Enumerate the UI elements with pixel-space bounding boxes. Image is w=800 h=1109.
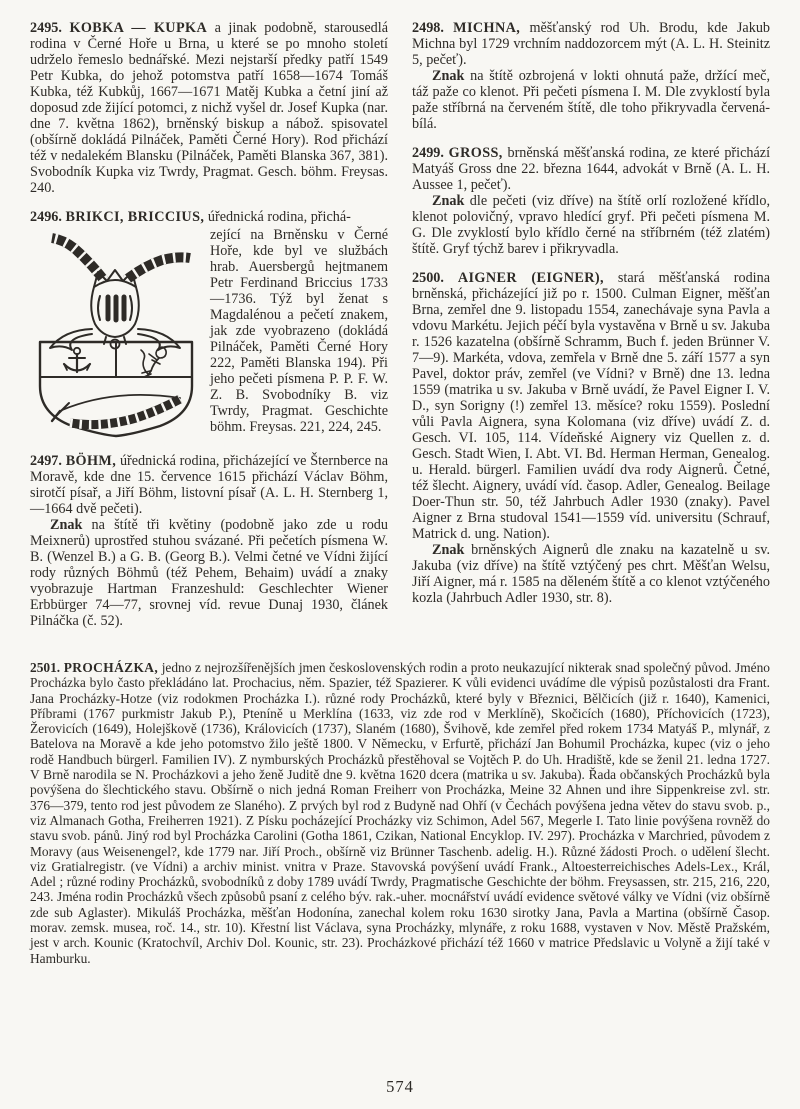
right-column [412, 20, 770, 642]
entry-body: zející na Brněnsku v Černé Hoře, kde byl ve službách hrab. Auersbergů hejtmanem Petr Ferdinand Briccius 1733—1736. Týž byl ženat s Magdalénou a pečetí znakem, jak zde vyobrazeno (dokládá Pilnáček, Paměti Černé Hory 222, Paměti Blanska 194). Při jeho pečeti písmena P. P. F. W. Z. B. Svobodníky B. viz Twrdy, Pragmat. Geschichte böhm. Freysas. 221, 224, 245. [210, 227, 388, 435]
znak-text: brněnských Aignerů dle znaku na kazatelně u sv. Jakuba (viz dříve) na štítě vztýčený pes chrt. Měšťan Welsu, Jiří Aigner, má r. 1585 na děleném štítě a co klenot vztýčeného kozla (Jahrbuch Adler 1930, str. 8). [412, 542, 770, 606]
entry-title: BÖHM, [65, 453, 117, 469]
znak-lead: Znak [432, 542, 465, 558]
entry-title: MICHNA, [453, 20, 521, 36]
entry-paragraph [412, 20, 770, 68]
entry-number: 2501. [30, 660, 61, 675]
entry-paragraph [30, 209, 388, 225]
znak-paragraph [412, 68, 770, 132]
entry-body: stará měšťanská rodina brněnská, přicházející již po r. 1500. Culman Eigner, měšťan Brna, zemřel dne 9. listopadu 1554, zanechávaje syna Pavla a vdovu Markétu. Jejich péčí byla vystavěna v Brně u sv. Jakuba r. 1526 kazatelna (obšírně Schramm, Buch f. jeden Brünner V. 7—9). Markéta, vdova, zemřela v Brně dne 5. září 1577 a syn Pavel, doktor práv, zemřel (ve Vídni? v Brně) dne 13. ledna 1559 (matrika u sv. Jakuba v Brně uvádí, že Pavel Eigner I. V. D., syn Sorigny (!) zemřel 13. měsíce? roku 1559). Poslední vůli Pavla Aignera, syna Kolomana (viz dříve) uvádí Z. d. Gesch. VI. 105, 114. Vídeňské Aignery viz Quellen z. d. Gesch. Stadt Wien, I. Abt. VI. Bd. Herman Herman, Genealog. u. Herald. bürgerl. Familien uvádí dva rody Aignerů. Četné, též šlecht. Aignery, uvádí víd. časop. Adler, Genealog. Beilage Doer-Thun str. 50, též Jahrbuch Adler 1930 (znaky). Pavel Aigner z Brna studoval 1541—1559 víd. universitu (Schrauf, Matrick d. ung. Nation). [412, 270, 770, 542]
entry-title: AIGNER (EIGNER), [457, 270, 604, 286]
two-column-area [30, 20, 770, 642]
znak-text: na štítě tři květiny (podobně jako zde u rodu Meixnerů) uprostřed stuhou svázané. Při pečetích písmena W. B. (Wenzel B.) a G. B. (Georg B.). Velmi četné ve Vídni žijící rody různých Böhmů (též Pehem, Behaim) uvádí a znaky vyobrazuje Hartman Franzeshuld: Geschlechter Wiener Erbbürger 74—77, srovnej víd. revue Dunaj 1930, článek Pilnáčka (č. 52). [30, 517, 388, 629]
entry-paragraph [412, 270, 770, 542]
znak-paragraph [412, 193, 770, 257]
entry-2499-gross [412, 145, 770, 257]
entry-body: měšťanský rod Uh. Brodu, kde Jakub Michna byl 1729 vrchním naddozorcem mýt (A. L. H. Steinitz 5, pečeť). [412, 20, 771, 68]
entry-title: GROSS, [448, 145, 503, 161]
entry-paragraph [412, 145, 770, 193]
znak-text: na štítě ozbrojená v lokti ohnutá paže, držící meč, táž paže co klenot. Při pečeti písmena I. M. Dle zvyklostí byla paže stříbrná na červeném štítě, dle toho přikryvadla červená-bílá. [412, 68, 770, 132]
entry-number: 2498. [412, 20, 444, 36]
entry-body: brněnská měšťanská rodina, ze které přichází Matyáš Gross dne 22. března 1644, advokát v Brně (A. L. H. Aussee 1, pečeť). [412, 145, 771, 193]
page-number: 574 [386, 1077, 414, 1096]
entry-2495-kobka-kupka [30, 20, 388, 196]
entry-2497-bohm [30, 453, 388, 629]
entry-body: úřednická rodina, přicházející ve Šternberce na Moravě, kde dne 15. července 1615 přichází Václav Böhm, sirotčí písař, a Jiří Böhm, listovní písař (A. L. H. Sternberg 1, —1664 dvě pečeti). [30, 453, 389, 517]
entry-2496-brikci [30, 209, 388, 440]
entry-2500-aigner [412, 270, 770, 606]
znak-lead: Znak [50, 517, 83, 533]
znak-paragraph [412, 542, 770, 606]
entry-number: 2497. [30, 453, 62, 469]
entry-paragraph [30, 453, 388, 517]
entry-2498-michna [412, 20, 770, 132]
entry-number: 2495. [30, 20, 62, 36]
entry-figure-and-text [30, 227, 388, 440]
entry-number: 2496. [30, 209, 62, 225]
entry-body: jedno z nejrozšířenějších jmen československých rodin a proto neukazující nikterak snad společný původ. Jméno Procházka bylo často překládáno lat. Prochacius, něm. Spazier, též Spazierer. K vůli evidenci uvádíme dle výpisů pozůstalosti dra Frant. Jana Procházky-Hotze (viz rodokmen Procházka I.). různé rody Procházků, které byly v Březnici, Bělčicích (již r. 1640), Kamenici, Příbrami (1767 purkmistr Jakub P.), Pteníně u Merklína (1633, viz zde rod v Merklíně), Skočicích (1680), Příchovicích (1723), Žerovicích (1649), Holejškově (1736), Královicích (1737), Slaném (1680), Švihově, kde zemřel před rokem 1734 Matyáš P., mlynář, z Batelova na Moravě a kde jeho potomstvo žilo ještě 1800. V Německu, v Erfurtě, přichází Jan Bohumil Procházka, kupec (viz o jeho rodě Handbuch bürgerl. Familien IV). Z nymburských Procházků přestěhoval se Vojtěch P. do Uh. Hradiště, kde se ženil 21. ledna 1727. V Brně narodila se N. Procházkovi a jeho ženě Juditě dne 9. května 1620 dcera (matrika u sv. Jakuba). Řada občanských Procházků byla povýšena do šlechtického stavu. Obšírně o nich jedná Roman Freiherr von Procházka, Meine 32 Ahnen und ihre Sippenkreise zvl. str. 376—379, tento rod jest původem ze Slaného). Z prvých byl rod z Budyně nad Ohří (v Čechách povýšena jedna větev do stavu svob. p., viz Almanach Gotha, Freiherren 1921). Z Písku pocházející Procházky viz Schimon, Adel 567, Megerle I. Tato linie povýšena rovněž do stavu svob. pánů. Jiný rod byl Procházka Carolini (Gotha 1861, Czikan, National Encyklop. IV. 297). Procházka v Marchried, původem z Moravy (aus Weisenengel?, kde 1779 nar. Jiří Proch., obšírně viz Brünner Taschenb. adelig. H.). Různé žádosti Proch. o udělení šlecht. viz Gratialregistr. (ve Vídni) a archiv minist. vnitra v Praze. Stavovská povýšení uvádí Frank., Altoesterreichisches Adels-Lex., Král, Adel ; různé rodiny Procházků, svobodníků z doby 1789 uvádí Twrdy, Pragmatische Geschichte der böhm. Freysassen, str. 215, 216, 220, 243. Jména rodin Procházků všech způsobů psaní z celého býv. rak.-uher. mocnářství uvádí evidence světové války ve Vídni (viz obšírně zde sub Aglaster). Mikuláš Procházka, měšťan Hodonína, zanechal kolem roku 1630 sirotky Jana, Pavla a Martina (obšírně Časop. morav. zemsk. musea, roč. 14., str. 10). Křestní list Václava, syna Procházky, mlynáře, z roku 1688, vystaven v Nov. Městě Pražském, jest v arch. Kounic (Kratochvíl, Archiv Dol. Kounic, str. 23). Procházkové přichází též 1660 v matrice Předslavic u Volyně a žijí také v Hamburku. [30, 660, 770, 966]
entry-body: a jinak podobně, starousedlá rodina v Černé Hoře u Brna, u které se po mnoho století udrželo řemeslo bednářské. Mezi nejstarší předky patří 1549 Petr Kubka, do jehož potomstva patří 1658—1674 Tomáš Kubka, též Kubkůj, 1667—1671 Matěj Kubka a četní jiní až doposud zde žijící potomci, z nichž vyšel dr. Josef Kupka (nar. dne 7. května 1862), brněnský biskup a nábož. spisovatel (obšírně dokládá Pilnáček, Paměti Černé Hory). Rod přichází též v nedalekém Blansku (Pilnáček, Paměti Blanska 367, 381). Svobodník Kupka viz Twrdy, Pragmat. Gesch. böhm. Freysas. 240. [30, 20, 389, 196]
znak-lead: Znak [432, 193, 465, 209]
znak-text: dle pečeti (viz dříve) na štítě orlí rozložené křídlo, klenot polovičný, vpravo hledící gryf. Při pečeti písmena M. G. Dle zvyklostí bylo křídlo černé na stříbrném (též zlatém) štítě. Gryf týchž barev i přikryvadla. [412, 193, 770, 257]
entry-paragraph [30, 660, 770, 966]
entry-title: BRIKCI, BRICCIUS, [65, 209, 205, 225]
entry-number: 2500. [412, 270, 444, 286]
left-column [30, 20, 388, 642]
entry-title: PROCHÁZKA, [63, 660, 159, 675]
znak-lead: Znak [432, 68, 465, 84]
entry-paragraph [30, 20, 388, 196]
entry-intro: úřednická rodina, přichá- [207, 209, 351, 225]
full-width-entry-2501-prochazka [30, 660, 770, 966]
coat-of-arms-illustration [30, 230, 202, 438]
znak-paragraph [30, 517, 388, 629]
entry-number: 2499. [412, 145, 444, 161]
entry-title: KOBKA — KUPKA [69, 20, 208, 36]
